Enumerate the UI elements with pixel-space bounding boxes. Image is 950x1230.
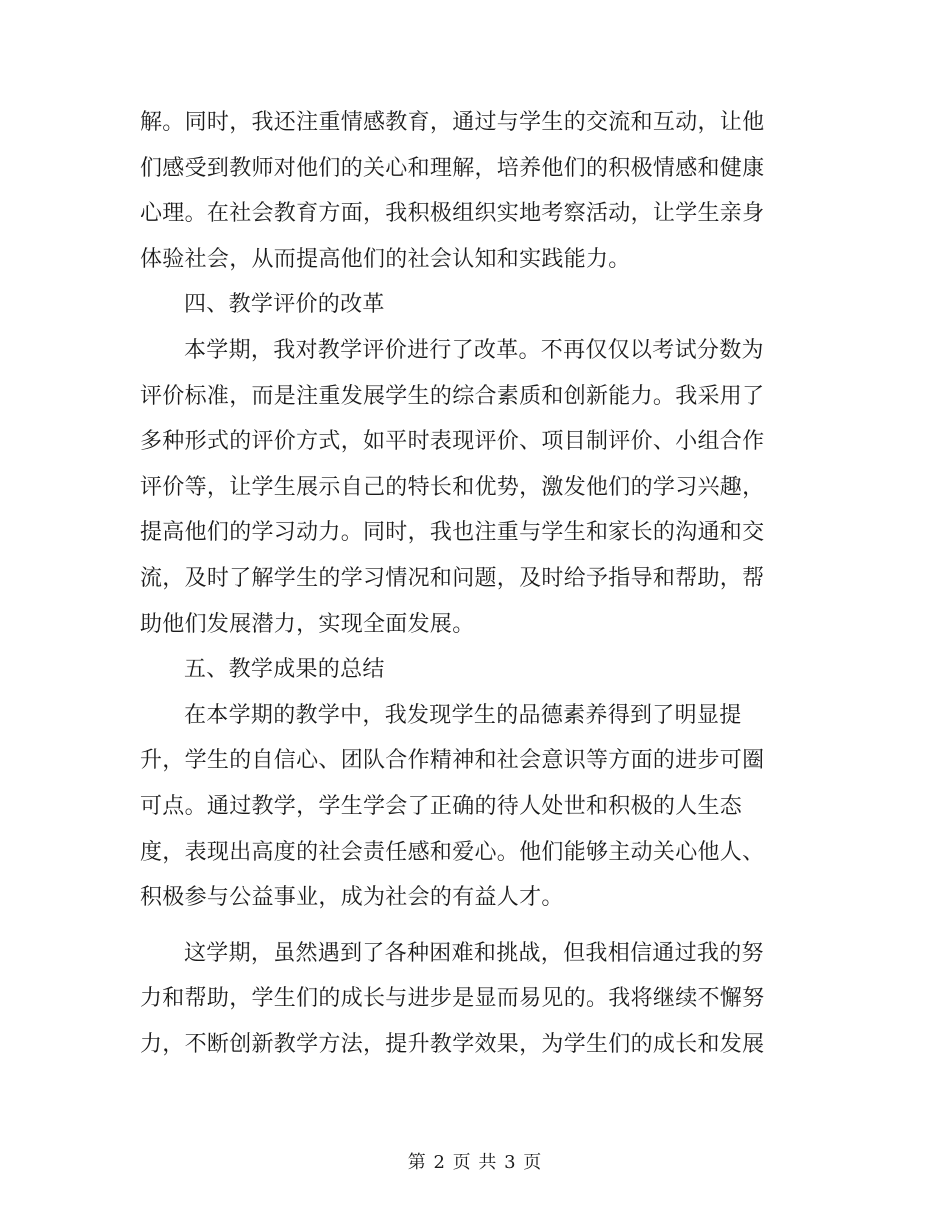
- paragraph-line: 多种形式的评价方式，如平时表现评价、项目制评价、小组合作: [140, 429, 765, 455]
- paragraph-line: 心理。在社会教育方面，我积极组织实地考察活动，让学生亲身: [140, 201, 765, 227]
- paragraph-line: 这学期，虽然遇到了各种困难和挑战，但我相信通过我的努: [184, 940, 764, 966]
- paragraph-line: 评价等，让学生展示自己的特长和优势，激发他们的学习兴趣，: [140, 474, 765, 500]
- paragraph-line: 体验社会，从而提高他们的社会认知和实践能力。: [140, 246, 631, 272]
- paragraph-line: 解。同时，我还注重情感教育，通过与学生的交流和互动，让他: [140, 110, 765, 135]
- paragraph-line: 度，表现出高度的社会责任感和爱心。他们能够主动关心他人、: [140, 839, 765, 865]
- paragraph-line: 本学期，我对教学评价进行了改革。不再仅仅以考试分数为: [184, 337, 764, 363]
- paragraph-line: 助他们发展潜力，实现全面发展。: [140, 611, 475, 637]
- paragraph-line: 流，及时了解学生的学习情况和问题，及时给予指导和帮助，帮: [140, 565, 765, 591]
- paragraph-line: 升，学生的自信心、团队合作精神和社会意识等方面的进步可圈: [140, 748, 765, 774]
- paragraph-line: 可点。通过教学，学生学会了正确的待人处世和积极的人生态: [140, 793, 743, 819]
- paragraph-line: 积极参与公益事业，成为社会的有益人才。: [140, 885, 564, 911]
- paragraph-spacer: [140, 921, 800, 931]
- paragraph-line: 们感受到教师对他们的关心和理解，培养他们的积极情感和健康: [140, 155, 765, 181]
- paragraph-line: 在本学期的教学中，我发现学生的品德素养得到了明显提: [184, 702, 742, 728]
- paragraph-line: 力，不断创新教学方法，提升教学效果，为学生们的成长和发展: [140, 1031, 765, 1057]
- paragraph-line: 力和帮助，学生们的成长与进步是显而易见的。我将继续不懈努: [140, 986, 765, 1012]
- page-number-footer: 第 2 页 共 3 页: [407, 1152, 543, 1173]
- section-heading-4: 四、教学评价的改革: [184, 292, 385, 318]
- section-heading-5: 五、教学成果的总结: [184, 657, 385, 683]
- paragraph-line: 提高他们的学习动力。同时，我也注重与学生和家长的沟通和交: [140, 520, 765, 546]
- paragraph-line: 评价标准，而是注重发展学生的综合素质和创新能力。我采用了: [140, 383, 765, 409]
- body-text: [140, 100, 800, 1067]
